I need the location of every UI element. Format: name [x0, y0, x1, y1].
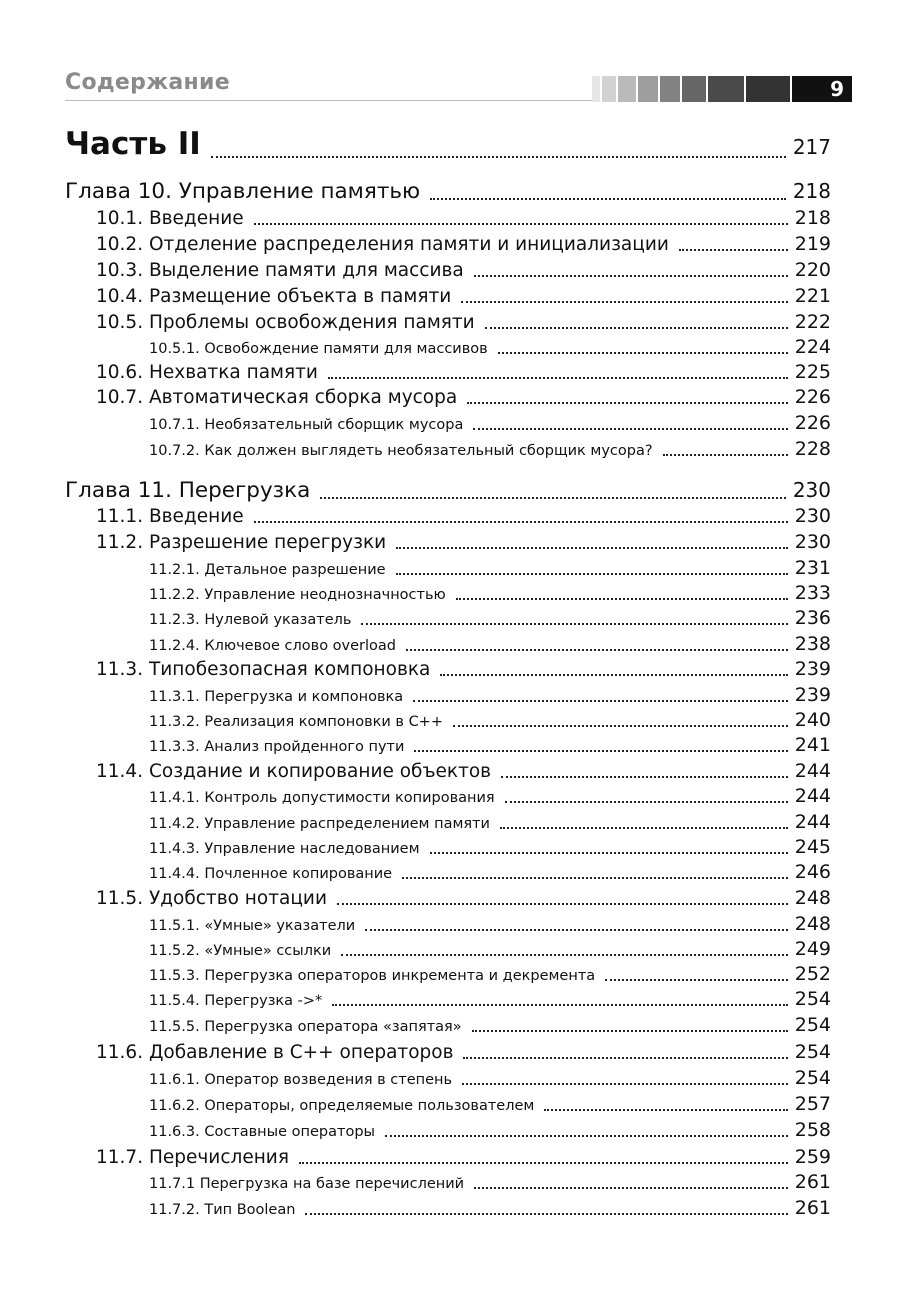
page-number: 9: [792, 76, 852, 102]
toc-subsection-entry: [149, 438, 831, 460]
toc-section-entry: [96, 658, 831, 680]
toc-dot-leader: [305, 1213, 787, 1215]
toc-dot-leader: [663, 454, 788, 456]
toc-entry-title: 11.3. Типобезопасная компоновка: [96, 659, 431, 680]
toc-entry-page: 230: [792, 478, 831, 502]
toc-entry-title: 10.2. Отделение распределения памяти и инициализации: [96, 234, 669, 255]
toc-entry-title: 11.4.3. Управление наследованием: [149, 841, 420, 857]
toc-subsection-entry: [149, 734, 831, 756]
toc-entry-page: 236: [794, 607, 831, 629]
toc-dot-leader: [413, 700, 788, 702]
toc-entry-page: 239: [794, 658, 831, 680]
toc-subsection-entry: [149, 582, 831, 604]
toc-dot-leader: [605, 979, 788, 981]
toc-dot-leader: [396, 573, 788, 575]
toc-dot-leader: [500, 827, 788, 829]
header-decoration-bar: [592, 76, 852, 102]
toc-entry-title: 11.1. Введение: [96, 506, 244, 527]
toc-entry-title: 11.5.5. Перегрузка оператора «запятая»: [149, 1019, 462, 1035]
toc-dot-leader: [505, 801, 788, 803]
toc-entry-title: 11.4.2. Управление распределением памяти: [149, 816, 490, 832]
toc-entry-title: 11.5. Удобство нотации: [96, 888, 327, 909]
toc-subsection-entry: [149, 684, 831, 706]
toc-dot-leader: [463, 1057, 787, 1059]
toc-subsection-entry: [149, 1119, 831, 1141]
toc-entry-page: 254: [794, 988, 831, 1010]
toc-dot-leader: [402, 877, 788, 879]
header-bar-segment: [682, 76, 706, 102]
header-rule: [65, 100, 595, 101]
toc-entry-title: 10.5.1. Освобождение памяти для массивов: [149, 341, 488, 357]
toc-dot-leader: [385, 1135, 788, 1137]
toc-entry-title: 10.7. Автоматическая сборка мусора: [96, 387, 458, 408]
toc-subsection-entry: [149, 938, 831, 960]
toc-section-entry: [96, 386, 831, 408]
toc-section-entry: [96, 233, 831, 255]
toc-entry-title: 11.3.1. Перегрузка и компоновка: [149, 689, 404, 705]
toc-section-entry: [96, 760, 831, 782]
toc-entry-title: 10.4. Размещение объекта в памяти: [96, 286, 452, 307]
toc-section-entry: [96, 285, 831, 307]
header-bar-segment: [618, 76, 636, 102]
toc-dot-leader: [332, 1004, 787, 1006]
toc-dot-leader: [406, 649, 788, 651]
header-bar-segment: [592, 76, 600, 102]
toc-entry-page: 230: [794, 531, 831, 553]
toc-entry-title: 11.3.3. Анализ пройденного пути: [149, 739, 405, 755]
toc-entry-page: 248: [794, 887, 831, 909]
toc-entry-page: 244: [794, 785, 831, 807]
toc-entry-page: 240: [794, 709, 831, 731]
toc-entry-title: 11.6.3. Составные операторы: [149, 1124, 375, 1140]
toc-entry-page: 220: [794, 259, 831, 281]
toc-entry-page: 231: [794, 557, 831, 579]
toc-entry-page: 226: [794, 386, 831, 408]
toc-entry-title: 11.2.4. Ключевое слово overload: [149, 638, 397, 654]
toc-entry-page: 225: [794, 361, 831, 383]
toc-entry-title: 10.7.1. Необязательный сборщик мусора: [149, 417, 464, 433]
toc-entry-title: 11.2.3. Нулевой указатель: [149, 612, 352, 628]
toc-dot-leader: [501, 776, 788, 778]
toc-dot-leader: [211, 156, 786, 158]
toc-dot-leader: [498, 352, 788, 354]
toc-entry-title: 11.4.4. Почленное копирование: [149, 866, 393, 882]
toc-dot-leader: [474, 1187, 788, 1189]
toc-entry-page: 219: [794, 233, 831, 255]
toc-subsection-entry: [149, 607, 831, 629]
toc-subsection-entry: [149, 785, 831, 807]
toc-subsection-entry: [149, 1014, 831, 1036]
toc-entry-page: 244: [794, 760, 831, 782]
toc-entry-title: Часть II: [65, 126, 201, 162]
toc-subsection-entry: [149, 861, 831, 883]
toc-entry-page: 228: [794, 438, 831, 460]
toc-entry-page: 218: [794, 207, 831, 229]
toc-entry-page: 222: [794, 311, 831, 333]
toc-entry-page: 261: [794, 1171, 831, 1193]
toc-dot-leader: [341, 954, 788, 956]
toc-dot-leader: [456, 598, 788, 600]
toc-entry-title: 11.2. Разрешение перегрузки: [96, 532, 387, 553]
toc-subsection-entry: [149, 913, 831, 935]
toc-entry-page: 257: [794, 1093, 831, 1115]
toc-entry-page: 248: [794, 913, 831, 935]
toc-entry-page: 224: [794, 336, 831, 358]
toc-section-entry: [96, 1146, 831, 1168]
toc-entry-page: 217: [792, 135, 831, 159]
toc-entry-title: 11.2.1. Детальное разрешение: [149, 562, 386, 578]
toc-entry-page: 221: [794, 285, 831, 307]
toc-dot-leader: [328, 377, 788, 379]
toc-section-entry: [96, 259, 831, 281]
toc-entry-title: 11.5.2. «Умные» ссылки: [149, 943, 332, 959]
toc-entry-page: 230: [794, 505, 831, 527]
toc-entry-title: 10.3. Выделение памяти для массива: [96, 260, 464, 281]
toc-subsection-entry: [149, 557, 831, 579]
toc-section-entry: [96, 311, 831, 333]
toc-dot-leader: [467, 402, 788, 404]
toc-entry-title: 11.4.1. Контроль допустимости копирования: [149, 790, 495, 806]
toc-entry-page: 245: [794, 836, 831, 858]
toc-entry-title: 10.6. Нехватка памяти: [96, 362, 318, 383]
toc-entry-page: 252: [794, 963, 831, 985]
toc-entry-page: 238: [794, 633, 831, 655]
toc-subsection-entry: [149, 1171, 831, 1193]
toc-entry-title: 11.7.1 Перегрузка на базе перечислений: [149, 1176, 465, 1192]
toc-subsection-entry: [149, 1067, 831, 1089]
toc-entry-title: 11.4. Создание и копирование объектов: [96, 761, 492, 782]
toc-entry-title: 11.2.2. Управление неоднозначностью: [149, 587, 446, 603]
toc-entry-title: 11.6. Добавление в C++ операторов: [96, 1042, 454, 1063]
toc-dot-leader: [472, 1030, 788, 1032]
toc-entry-page: 246: [794, 861, 831, 883]
toc-subsection-entry: [149, 1093, 831, 1115]
toc-entry-page: 258: [794, 1119, 831, 1141]
toc-subsection-entry: [149, 1197, 831, 1219]
toc-dot-leader: [337, 903, 788, 905]
page-header-title: Содержание: [65, 70, 230, 95]
toc-dot-leader: [485, 327, 788, 329]
toc-entry-page: 244: [794, 811, 831, 833]
toc-subsection-entry: [149, 633, 831, 655]
toc-entry-title: 11.5.4. Перегрузка ->*: [149, 993, 323, 1009]
toc-entry-title: 11.7. Перечисления: [96, 1147, 289, 1168]
toc-dot-leader: [440, 674, 787, 676]
toc-subsection-entry: [149, 963, 831, 985]
toc-dot-leader: [430, 198, 786, 200]
toc-entry-page: 259: [794, 1146, 831, 1168]
toc-entry-title: Глава 11. Перегрузка: [65, 478, 311, 503]
toc-subsection-entry: [149, 811, 831, 833]
toc-entry-title: 11.6.1. Оператор возведения в степень: [149, 1072, 453, 1088]
toc-subsection-entry: [149, 709, 831, 731]
toc-entry-title: Глава 10. Управление памятью: [65, 179, 421, 204]
header-bar-segment: [638, 76, 658, 102]
toc-entry-title: 10.7.2. Как должен выглядеть необязательный сборщик мусора?: [149, 443, 653, 459]
toc-dot-leader: [679, 249, 788, 251]
toc-chapter-entry: [65, 179, 831, 204]
toc-part-entry: [65, 126, 831, 162]
toc-entry-title: 11.5.1. «Умные» указатели: [149, 918, 356, 934]
toc-subsection-entry: [149, 836, 831, 858]
toc-entry-page: 226: [794, 412, 831, 434]
toc-entry-title: 11.7.2. Тип Boolean: [149, 1202, 296, 1218]
toc-entry-page: 239: [794, 684, 831, 706]
toc-entry-page: 254: [794, 1014, 831, 1036]
toc-section-entry: [96, 887, 831, 909]
toc-dot-leader: [365, 929, 788, 931]
toc-entry-title: 10.5. Проблемы освобождения памяти: [96, 312, 475, 333]
toc-dot-leader: [473, 428, 787, 430]
toc-dot-leader: [414, 750, 787, 752]
toc-subsection-entry: [149, 336, 831, 358]
toc-dot-leader: [299, 1162, 788, 1164]
toc-entry-title: 11.6.2. Операторы, определяемые пользователем: [149, 1098, 535, 1114]
toc-dot-leader: [430, 852, 788, 854]
toc-dot-leader: [474, 275, 788, 277]
toc-section-entry: [96, 531, 831, 553]
toc-section-entry: [96, 1041, 831, 1063]
toc-entry-page: 249: [794, 938, 831, 960]
toc-dot-leader: [462, 1083, 788, 1085]
header-bar-segment: [746, 76, 790, 102]
toc-dot-leader: [254, 223, 788, 225]
toc-subsection-entry: [149, 988, 831, 1010]
toc-entry-page: 261: [794, 1197, 831, 1219]
toc-section-entry: [96, 361, 831, 383]
toc-dot-leader: [453, 725, 788, 727]
toc-dot-leader: [361, 623, 787, 625]
header-bar-segment: [660, 76, 680, 102]
toc-section-entry: [96, 505, 831, 527]
toc-dot-leader: [461, 301, 787, 303]
toc-dot-leader: [254, 521, 788, 523]
toc-entry-title: 10.1. Введение: [96, 208, 244, 229]
toc-entry-title: 11.3.2. Реализация компоновки в C++: [149, 714, 443, 730]
toc-dot-leader: [544, 1109, 787, 1111]
toc-subsection-entry: [149, 412, 831, 434]
header-bar-segment: [708, 76, 744, 102]
toc-entry-page: 218: [792, 179, 831, 203]
toc-entry-page: 254: [794, 1041, 831, 1063]
toc-dot-leader: [396, 547, 788, 549]
toc-dot-leader: [320, 497, 786, 499]
toc-section-entry: [96, 207, 831, 229]
toc-entry-page: 233: [794, 582, 831, 604]
toc-chapter-entry: [65, 478, 831, 503]
toc-entry-page: 241: [794, 734, 831, 756]
toc-entry-title: 11.5.3. Перегрузка операторов инкремента и декремента: [149, 968, 596, 984]
header-bar-segment: [602, 76, 616, 102]
toc-entry-page: 254: [794, 1067, 831, 1089]
